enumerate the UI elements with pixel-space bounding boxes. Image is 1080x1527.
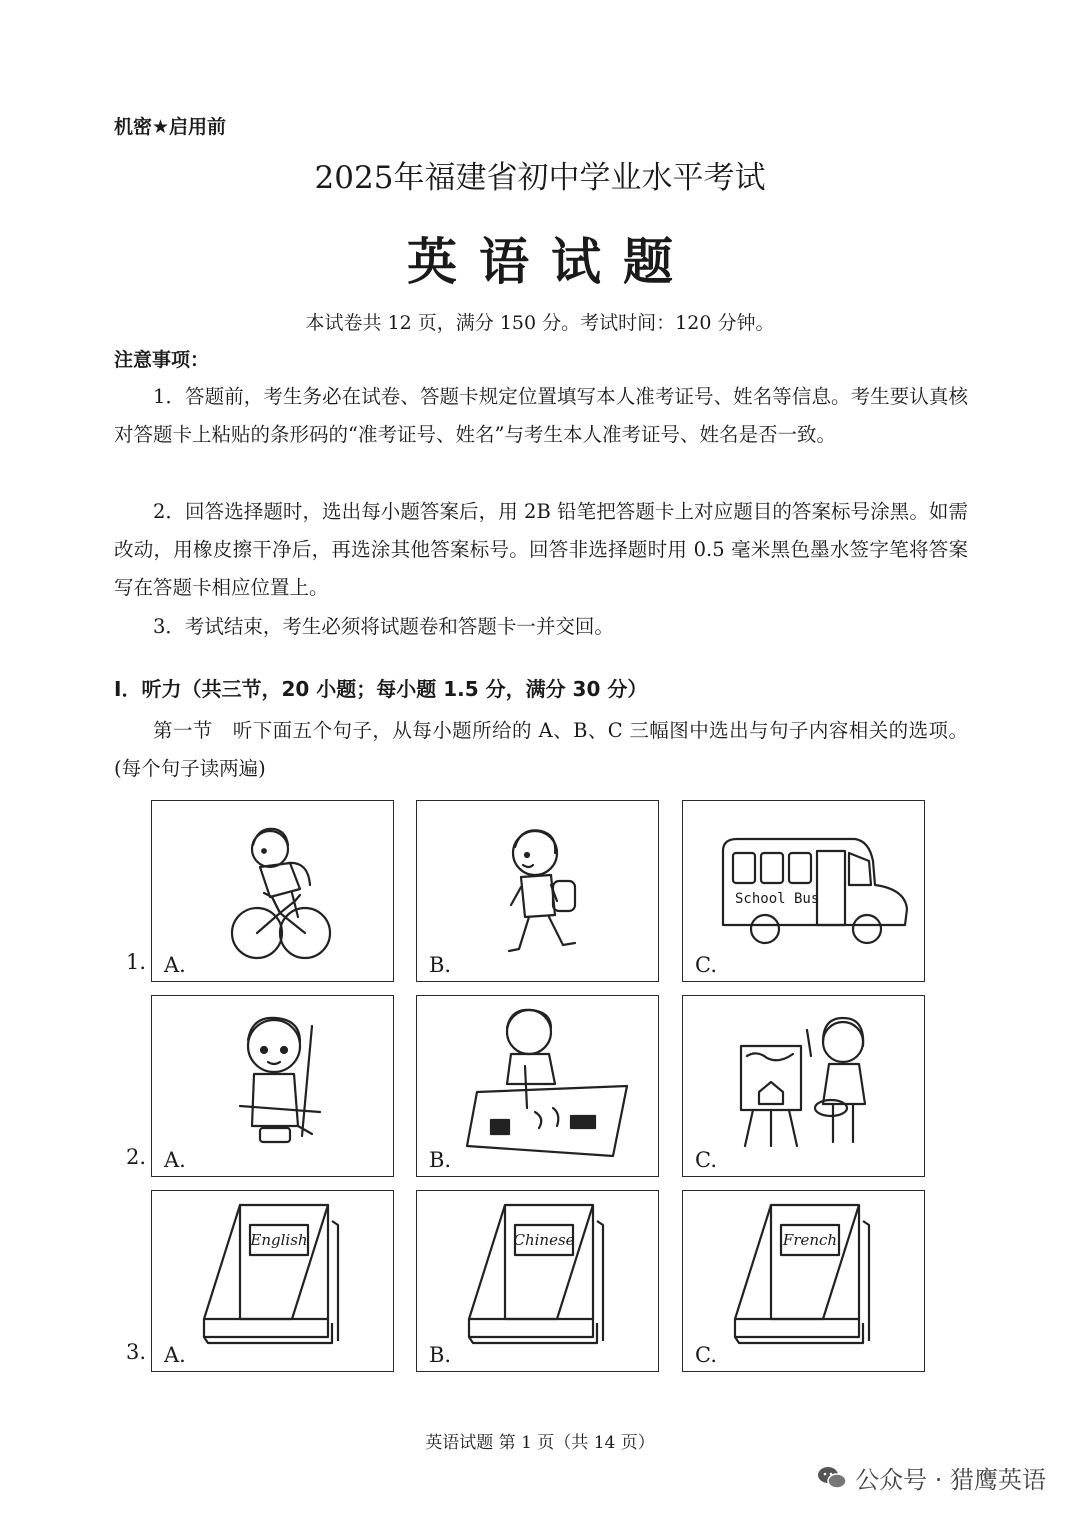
option-box-2a (151, 995, 394, 1177)
option-label: C. (695, 953, 717, 977)
option-label: C. (695, 1148, 717, 1172)
boy-walking-illustration (417, 801, 660, 983)
option-label: B. (429, 953, 452, 977)
page-footer: 英语试题 第 1 页（共 14 页） (425, 1433, 655, 1453)
option-box-1a (151, 800, 394, 982)
option-box-3b (416, 1190, 659, 1372)
bus-sign: School Bus (735, 891, 820, 907)
book-title: French (782, 1231, 838, 1249)
boy-playing-erhu-illustration (152, 996, 395, 1178)
confidential-label: 机密★启用前 (114, 116, 227, 138)
notice-heading: 注意事项： (114, 349, 210, 371)
section-heading: Ⅰ．听力（共三节，20 小题；每小题 1.5 分，满分 30 分） (114, 677, 648, 701)
boy-riding-bicycle-illustration (152, 801, 395, 983)
option-box-3c (682, 1190, 925, 1372)
option-label: A. (164, 1148, 186, 1172)
option-box-1c (682, 800, 925, 982)
option-label: B. (429, 1148, 452, 1172)
girl-painting-illustration (683, 996, 926, 1178)
subject-title: 英语试题 (407, 233, 695, 291)
wechat-icon (817, 1465, 847, 1491)
option-label: A. (164, 953, 186, 977)
question-number: 3. (126, 1340, 147, 1364)
option-box-2c (682, 995, 925, 1177)
option-box-2b (416, 995, 659, 1177)
exam-title: 2025年福建省初中学业水平考试 (314, 160, 766, 196)
exam-info: 本试卷共 12 页，满分 150 分。考试时间：120 分钟。 (305, 312, 775, 334)
option-label: B. (429, 1343, 452, 1367)
book-illustration (417, 1191, 660, 1373)
notice-item-3: 3．考试结束，考生必须将试题卷和答题卡一并交回。 (153, 615, 614, 638)
option-box-1b (416, 800, 659, 982)
watermark (817, 1460, 1046, 1495)
notice-item-2: 2．回答选择题时，选出每小题答案后，用 2B 铅笔把答题卡上对应题目的答案标号涂黑。如需改动，用橡皮擦干净后，再选涂其他答案标号。回答非选择题时用 0.5 毫米黑色墨水签字笔将答案写在答题卡相应位置上。 (114, 500, 968, 599)
question-number: 1. (126, 950, 147, 974)
book-illustration (683, 1191, 926, 1373)
watermark-text: 公众号 · 猎鹰英语 (855, 1466, 1046, 1494)
option-label: C. (695, 1343, 717, 1367)
book-title: English (250, 1231, 308, 1249)
option-box-3a (151, 1190, 394, 1372)
book-title: Chinese (513, 1231, 575, 1249)
option-label: A. (164, 1343, 186, 1367)
notice-item-1: 1．答题前，考生务必在试卷、答题卡规定位置填写本人准考证号、姓名等信息。考生要认真核对答题卡上粘贴的条形码的“准考证号、姓名”与考生本人准考证号、姓名是否一致。 (114, 385, 968, 446)
section-instruction: 第一节 听下面五个句子，从每小题所给的 A、B、C 三幅图中选出与句子内容相关的选项。(每个句子读两遍) (114, 719, 968, 780)
book-illustration (152, 1191, 395, 1373)
boy-calligraphy-illustration (417, 996, 660, 1178)
question-number: 2. (126, 1145, 147, 1169)
